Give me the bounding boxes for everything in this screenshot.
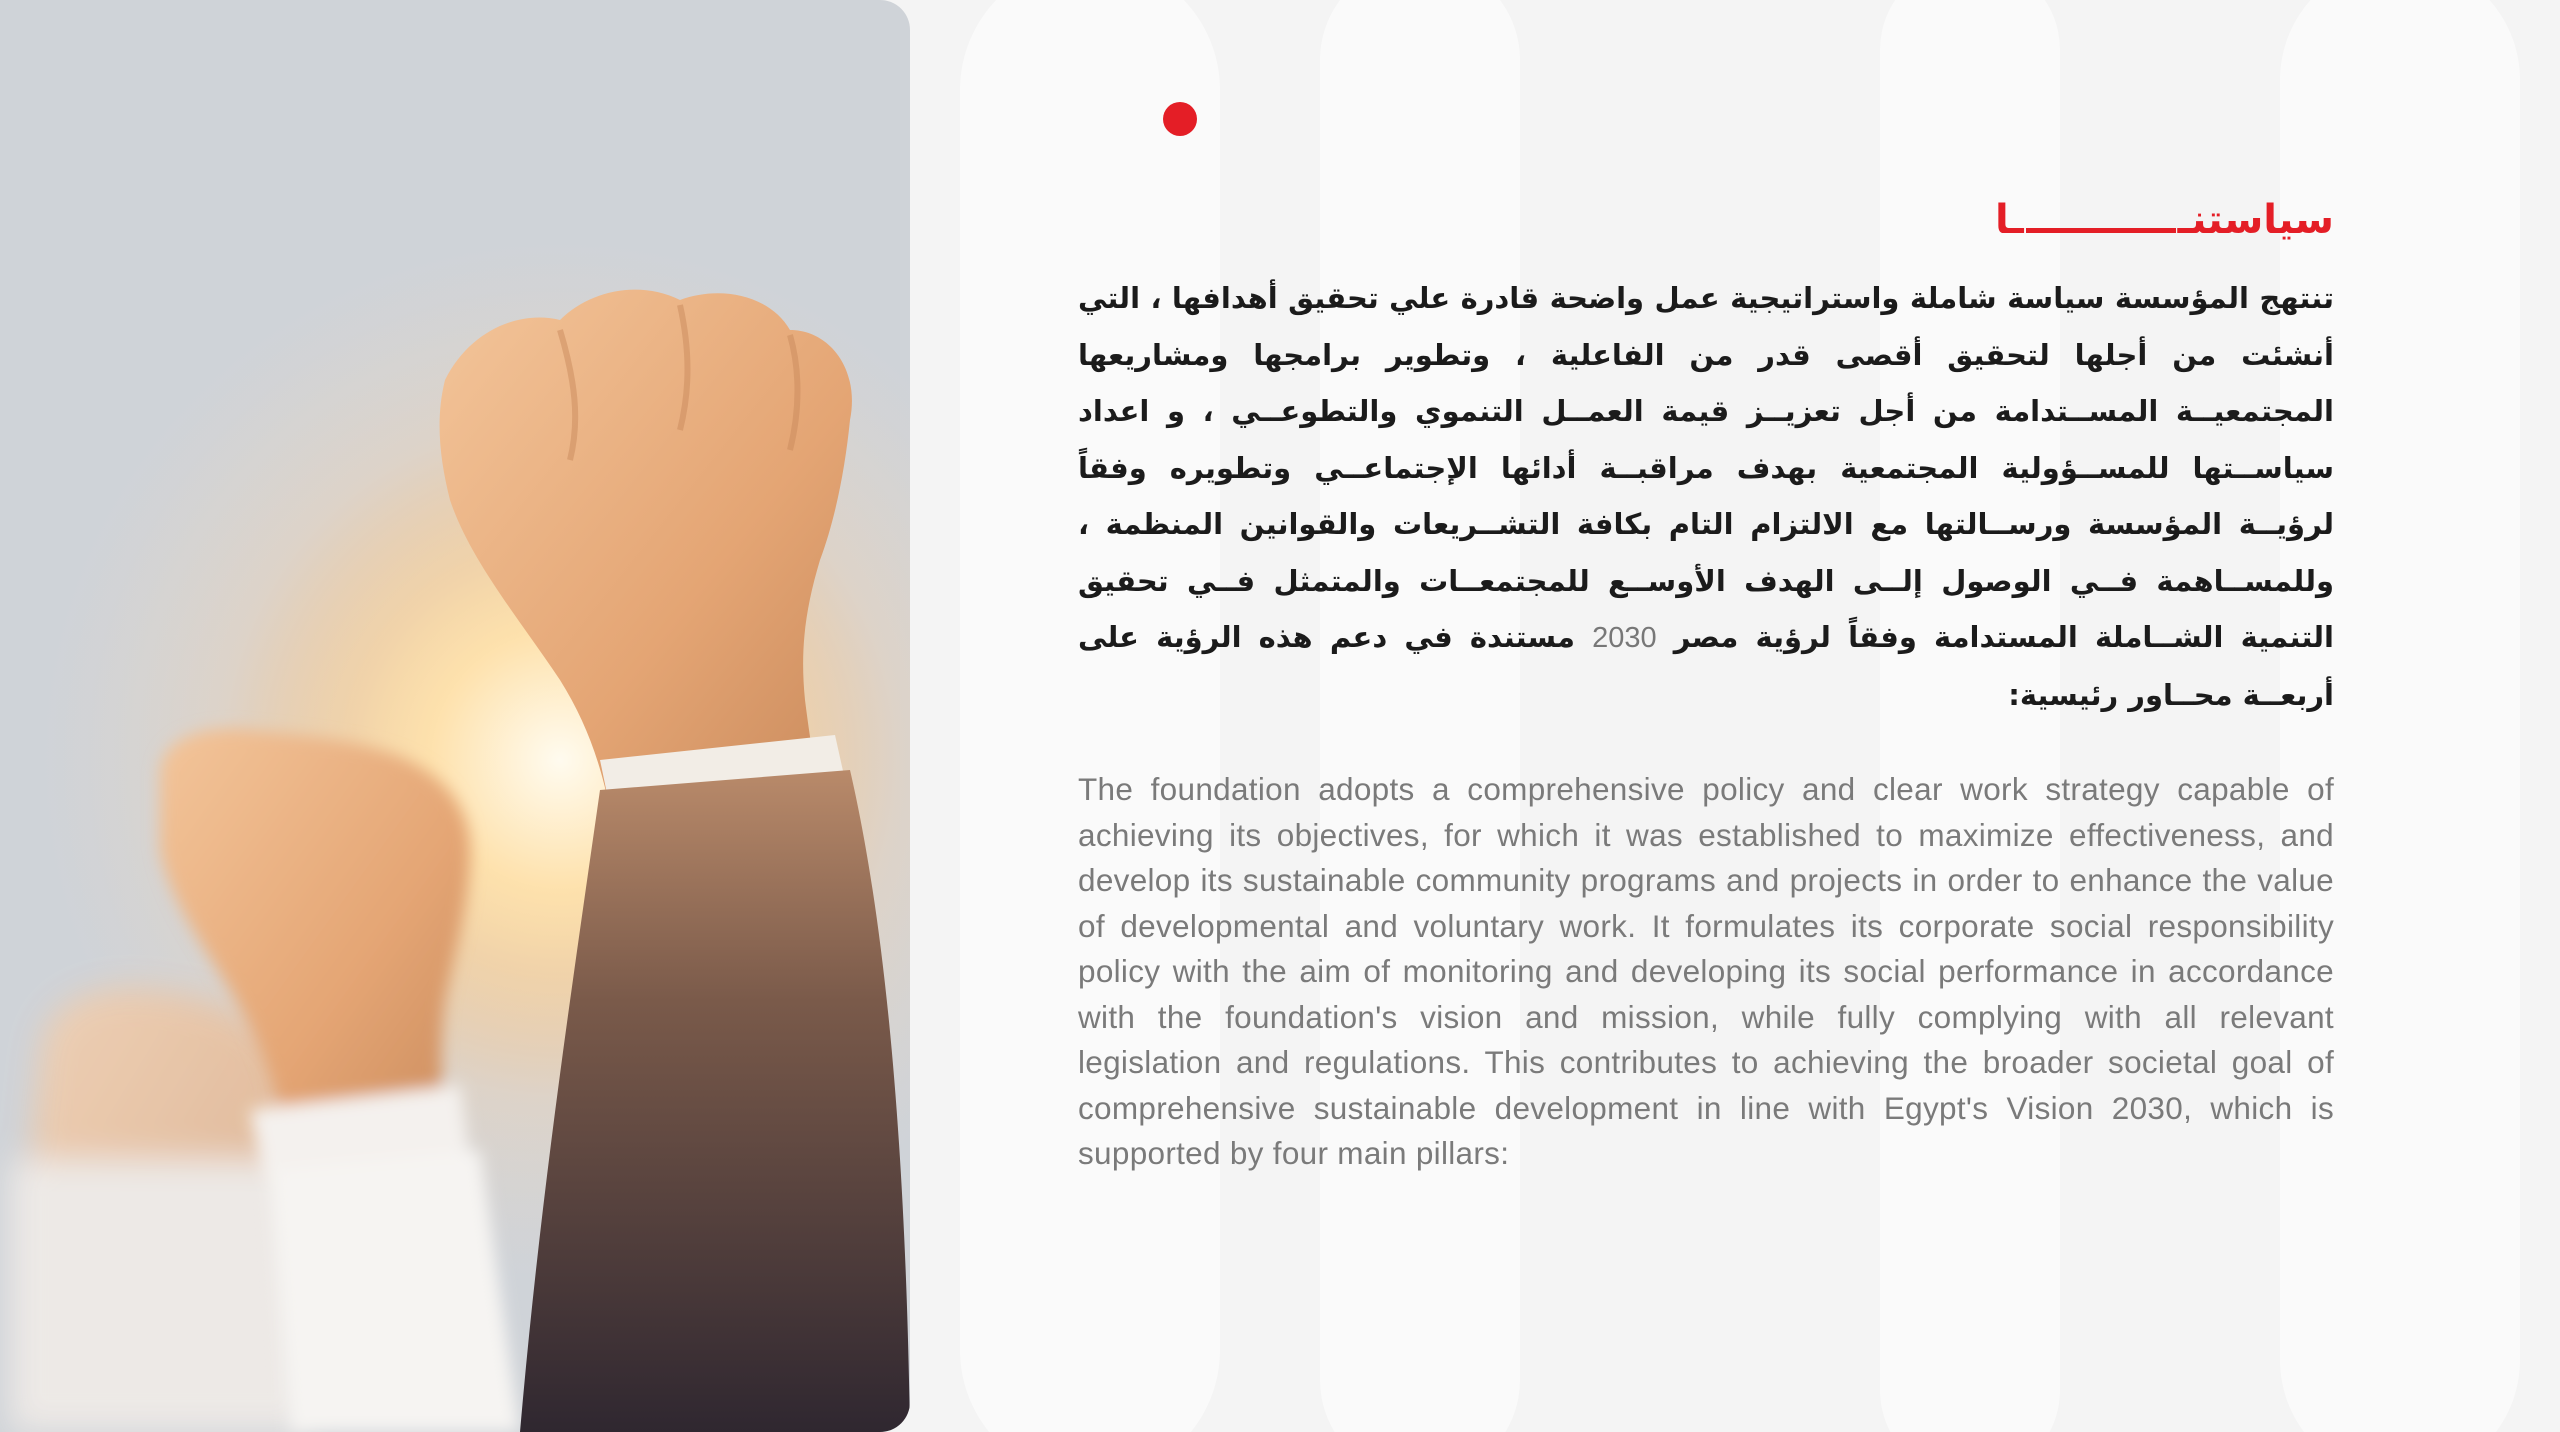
- title-kashida-line: [2026, 228, 2176, 233]
- section-title-end: ـا: [1994, 197, 2024, 243]
- arabic-paragraph-part1: تنتهج المؤسسة سياسة شاملة واستراتيجية عمل واضحة قادرة علي تحقيق أهدافها ، التي أنشئت من أجلها لتحقيق أقصى قدر من الفاعلية ، وتطوير برامجها ومشاريعها المجتمعيــة المســتدامة من أجل تعزيــز قيمة العمــل التنموي والتطوعــي ، و اعداد سياســتها للمســؤولية المجتمعية بهدف مراقبــة أدائها الإجتماعــي وتطويره وفقاً لرؤيــة المؤسسة ورســالتها مع الالتزام التام بكافة التشــريعات والقوانين المنظمة ، وللمســاهمة فــي الوصول إلــى الهدف الأوســع للمجتمعــات والمتمثل فــي تحقيق التنمية الشــاملة المستدامة وفقاً لرؤية مصر: [1078, 281, 2334, 654]
- section-title-start: سياستنـ: [2177, 197, 2334, 243]
- english-paragraph: The foundation adopts a comprehensive policy and clear work strategy capable of achieving its objectives, for which it was established to maximize effectiveness, and develop its sustainable community programs and projects in order to enhance the value of developmental and voluntary work. It formulates its corporate social responsibility policy with the aim of monitoring and developing its social performance in accordance with the foundation's vision and mission, while fully complying with all relevant legislation and regulations. This contributes to achieving the broader societal goal of comprehensive sustainable development in line with Egypt's Vision 2030, which is supported by four main pillars:: [1078, 771, 2334, 1171]
- red-dot-icon: [1163, 102, 1197, 136]
- vision-year: 2030: [1592, 622, 1657, 654]
- arabic-paragraph: [1078, 270, 2334, 723]
- section-title: [1078, 190, 2334, 250]
- raised-fists-photo: [0, 0, 910, 1432]
- policy-section: [1078, 190, 2334, 1177]
- arabic-paragraph-part2: مستندة في دعم هذه الرؤية على أربعــة محــاور رئيسية:: [1078, 620, 2334, 712]
